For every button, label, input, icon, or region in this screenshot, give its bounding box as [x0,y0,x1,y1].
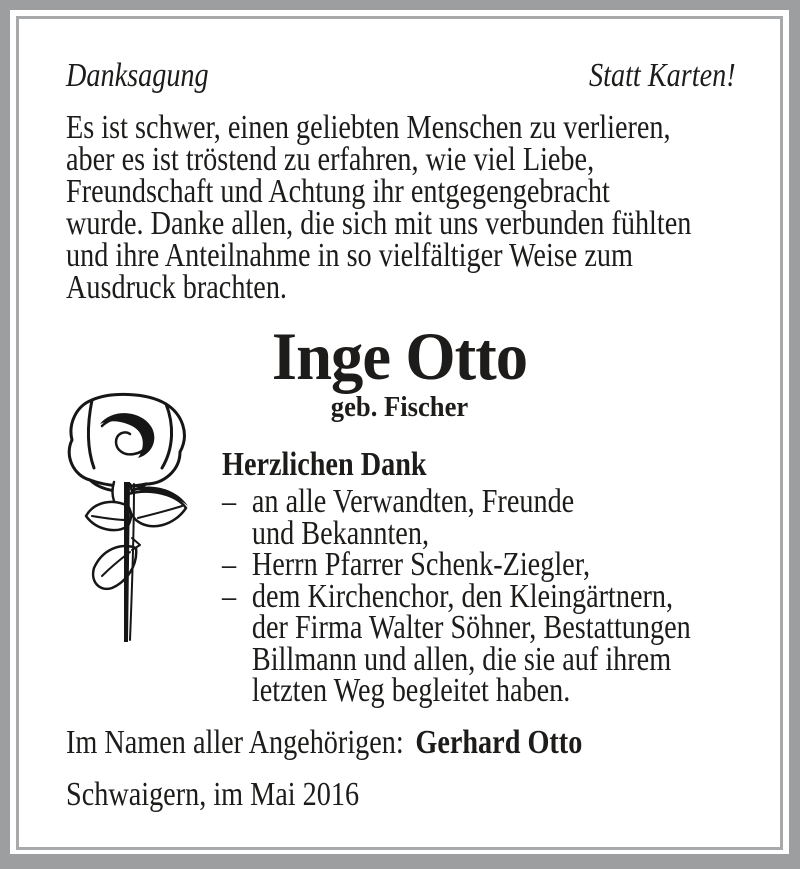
list-dash-marker: – [222,577,237,615]
intro-line: Es ist schwer, einen geliebten Menschen zu verlieren, [66,109,671,146]
notice-type-label: Danksagung [66,57,209,94]
maiden-name: geb. Fischer [330,392,469,423]
place-and-date: Schwaigern, im Mai 2016 [66,776,360,813]
deceased-name: Inge Otto [271,318,528,394]
list-dash-marker: – [222,483,237,520]
thanks-list-row [222,483,691,520]
list-dash-marker: – [222,546,237,583]
intro-line: aber es ist tröstend zu erfahren, wie viel Liebe, [66,141,595,178]
thanks-list-row [222,546,691,583]
thanks-list-row [222,514,691,552]
list-dash-marker [222,675,252,707]
thanks-list-text: Herrn Pfarrer Schenk-Ziegler, [251,546,591,583]
list-dash-marker [222,518,252,550]
closing-line [66,726,688,760]
closing-name: Gerhard Otto [415,724,583,761]
intro-line: wurde. Danke allen, die sich mit uns verbunden fühlten [66,205,692,242]
list-dash-marker [222,612,252,644]
intro-line: und ihre Anteilnahme in so vielfältiger Weise zum [66,237,633,274]
thanks-list-row [222,640,691,678]
thanks-list-text: Billmann und allen, die sie auf ihrem [251,640,672,678]
intro-line: Freundschaft und Achtung ihr entgegengebracht [66,173,610,210]
thanks-list-row [222,577,691,615]
rose-icon [58,390,198,648]
notice-card [10,10,789,854]
thanks-list-text: der Firma Walter Söhner, Bestattungen [251,609,691,646]
intro-paragraph [66,109,800,306]
thanks-list [222,483,787,709]
notice-header [66,56,736,100]
intro-line: Ausdruck brachten. [66,269,287,306]
thanks-list-text: dem Kirchenchor, den Kleingärtnern, [251,577,674,615]
thanks-list-text: an alle Verwandten, Freunde [251,483,575,520]
thanks-list-text: letzten Weg begleitet haben. [251,672,571,709]
thanks-list-text: und Bekannten, [251,514,430,552]
thanks-list-row [222,672,691,709]
statt-karten-note: Statt Karten! [589,57,736,94]
thanks-list-row [222,609,691,646]
closing-label: Im Namen aller Angehörigen: [66,724,404,761]
thanks-heading: Herzlichen Dank [222,446,427,483]
list-dash-marker [222,644,252,676]
